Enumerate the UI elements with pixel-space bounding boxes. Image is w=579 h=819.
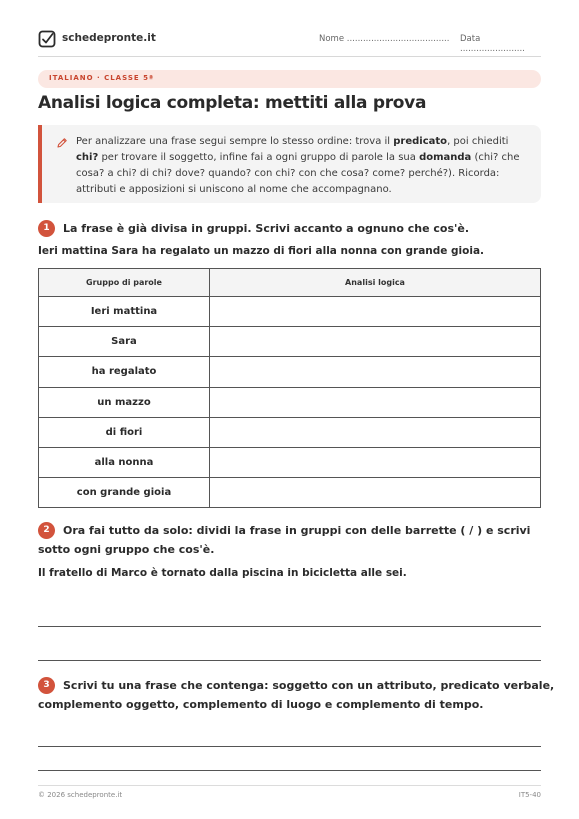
table-row	[39, 387, 541, 417]
table-row	[39, 417, 541, 447]
subject-tag	[38, 70, 541, 88]
page-title: Analisi logica completa: mettiti alla prova	[38, 93, 427, 113]
answer-cell[interactable]	[210, 327, 541, 357]
answer-line[interactable]	[38, 746, 541, 747]
question-2-text-line2: sotto ogni gruppo che cos'è.	[38, 543, 215, 556]
keyword-chi: chi?	[76, 152, 99, 163]
answer-cell[interactable]	[210, 447, 541, 477]
table-row	[39, 327, 541, 357]
footer-divider	[38, 785, 541, 786]
pencil-icon	[56, 137, 68, 149]
question-2-number: 2	[38, 522, 55, 539]
checklist-logo-icon	[38, 30, 56, 48]
table-row	[39, 357, 541, 387]
table-header-row	[39, 269, 541, 297]
question-3-text-line2: complemento oggetto, complemento di luogo e complemento di tempo.	[38, 698, 484, 711]
question-2-text-line1: Ora fai tutto da solo: dividi la frase in gruppi con delle barrette ( / ) e scrivi	[63, 524, 531, 537]
keyword-domanda: domanda	[419, 152, 472, 163]
tip-box	[38, 125, 541, 203]
word-group-cell: alla nonna	[39, 447, 210, 477]
question-1-sentence: Ieri mattina Sara ha regalato un mazzo di fiori alla nonna con grande gioia.	[38, 245, 485, 257]
footer-copyright: © 2026 schedepronte.it	[38, 791, 123, 799]
tip-text: Per analizzare una frase segui sempre lo stesso ordine: trova il predicato, poi chiediti chi? per trovare il soggetto, infine fai a ogni gruppo di parole la sua domanda (chi? che cosa? a chi? di chi? dove? quando? con chi? con che cosa? come? perché?). Ricorda: attributi e apposizioni si uniscono al nome che accompagnano.	[76, 136, 520, 195]
name-field[interactable]: Nome ......................................	[319, 34, 450, 44]
date-field[interactable]: Data ........................	[460, 34, 525, 54]
answer-cell[interactable]	[210, 478, 541, 508]
table-row	[39, 447, 541, 477]
column-header-analysis: Analisi logica	[210, 269, 541, 297]
table-row	[39, 297, 541, 327]
word-group-cell: con grande gioia	[39, 478, 210, 508]
answer-cell[interactable]	[210, 417, 541, 447]
column-header-group: Gruppo di parole	[39, 269, 210, 297]
word-group-cell: Sara	[39, 327, 210, 357]
word-group-cell: ha regalato	[39, 357, 210, 387]
keyword-predicato: predicato	[393, 136, 448, 147]
word-group-cell: di fiori	[39, 417, 210, 447]
subject-tag-label: ITALIANO · CLASSE 5ª	[49, 74, 154, 82]
analysis-table	[38, 268, 541, 508]
answer-line[interactable]	[38, 770, 541, 771]
header-divider	[38, 56, 541, 57]
table-row	[39, 478, 541, 508]
answer-cell[interactable]	[210, 297, 541, 327]
footer-code: IT5-40	[518, 791, 541, 799]
answer-cell[interactable]	[210, 357, 541, 387]
question-3-number: 3	[38, 677, 55, 694]
question-1-text: La frase è già divisa in gruppi. Scrivi accanto a ognuno che cos'è.	[63, 222, 470, 235]
question-2-sentence: Il fratello di Marco è tornato dalla piscina in bicicletta alle sei.	[38, 567, 407, 579]
word-group-cell: Ieri mattina	[39, 297, 210, 327]
question-3-text-line1: Scrivi tu una frase che contenga: soggetto con un attributo, predicato verbale,	[63, 679, 555, 692]
answer-line[interactable]	[38, 626, 541, 627]
brand-name: schedepronte.it	[62, 32, 156, 44]
answer-cell[interactable]	[210, 387, 541, 417]
answer-line[interactable]	[38, 660, 541, 661]
question-1-number: 1	[38, 220, 55, 237]
page-header	[38, 30, 541, 54]
word-group-cell: un mazzo	[39, 387, 210, 417]
